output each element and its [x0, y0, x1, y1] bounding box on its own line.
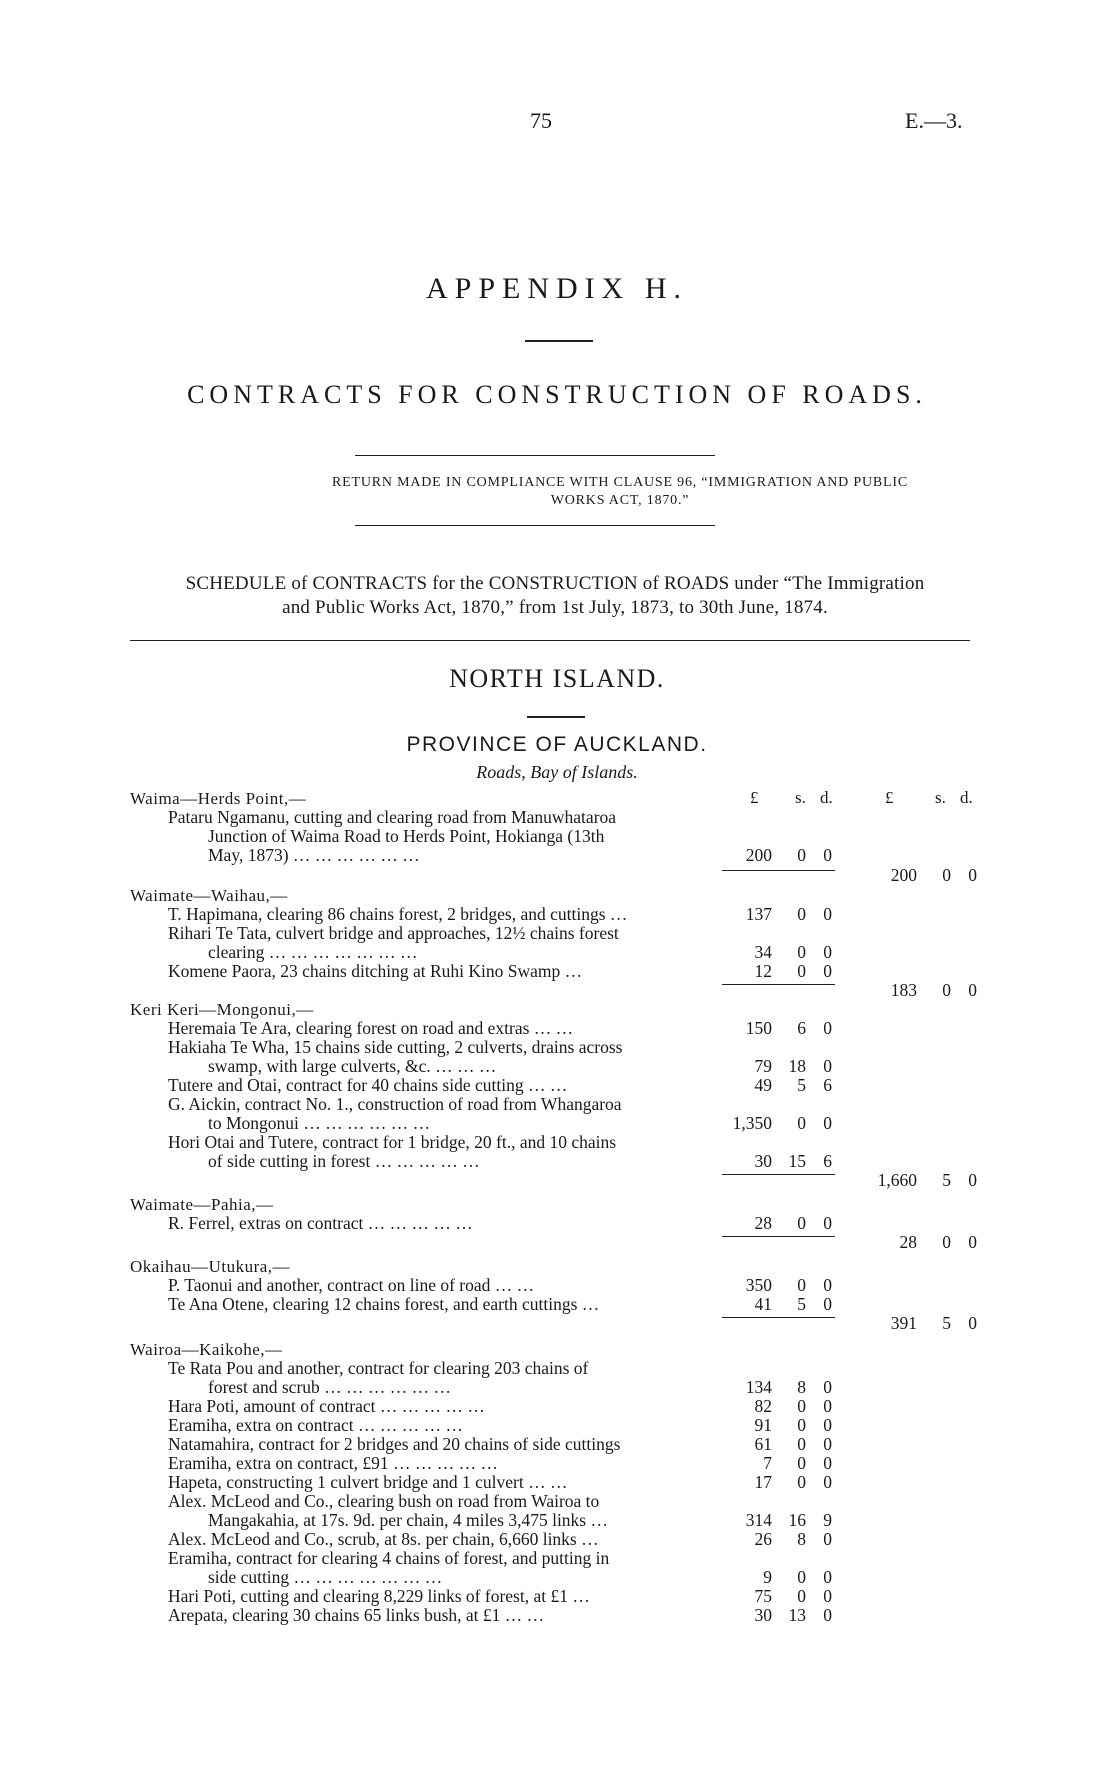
header-shillings: s. [795, 788, 806, 807]
appendix-title: APPENDIX H. [425, 272, 688, 305]
entry-amount: 61 0 0 [754, 1434, 832, 1454]
entry-line: Mangakahia, at 17s. 9d. per chain, 4 miles 3,475 links … [208, 1510, 608, 1530]
entry-line: forest and scrub … … … … … … [208, 1377, 452, 1397]
entry-line: clearing … … … … … … … [208, 942, 418, 962]
entry-amount: 314 16 9 [745, 1510, 832, 1530]
divider [130, 640, 970, 641]
entry-line: to Mongonui … … … … … … [208, 1113, 431, 1133]
entry-line: Arepata, clearing 30 chains 65 links bush, at £1 … … [168, 1605, 545, 1625]
entry-line: Hari Poti, cutting and clearing 8,229 links of forest, at £1 … [168, 1586, 590, 1606]
section-total: 183 0 0 [890, 980, 977, 1000]
header-pounds: £ [885, 788, 894, 807]
entry-line: R. Ferrel, extras on contract … … … … … [168, 1213, 473, 1233]
page-number: 75 [530, 108, 552, 133]
entry-line: P. Taonui and another, contract on line of road … … [168, 1275, 535, 1295]
island-heading: NORTH ISLAND. [449, 664, 665, 693]
header-pence: d. [820, 788, 833, 807]
entry-line: Tutere and Otai, contract for 40 chains side cutting … … [168, 1075, 568, 1095]
entry-line: G. Aickin, contract No. 1., construction of road from Whangaroa [168, 1094, 622, 1114]
document-reference: E.—3. [905, 108, 963, 133]
divider [527, 716, 585, 718]
entry-amount: 150 6 0 [745, 1018, 832, 1038]
entry-line: T. Hapimana, clearing 86 chains forest, 2 bridges, and cuttings … [168, 904, 628, 924]
entry-amount: 200 0 0 [745, 845, 832, 865]
main-title: CONTRACTS FOR CONSTRUCTION OF ROADS. [187, 380, 927, 409]
entry-amount: 1,350 0 0 [732, 1113, 832, 1133]
entry-amount: 79 18 0 [754, 1056, 832, 1076]
entry-line: Pataru Ngamanu, cutting and clearing road from Manuwhataroa [168, 807, 617, 827]
entry-line: Hori Otai and Tutere, contract for 1 bridge, 20 ft., and 10 chains [168, 1132, 617, 1152]
entry-line: side cutting … … … … … … … [208, 1567, 443, 1587]
entry-amount: 9 0 0 [763, 1567, 832, 1587]
divider [355, 525, 715, 526]
entry-line: of side cutting in forest … … … … … [208, 1151, 480, 1171]
section-total: 1,660 5 0 [877, 1170, 977, 1190]
roads-subtitle: Roads, Bay of Islands. [476, 762, 638, 782]
entry-amount: 350 0 0 [745, 1275, 832, 1295]
entry-line: Hara Poti, amount of contract … … … … … [168, 1396, 485, 1416]
header-pence: d. [960, 788, 973, 807]
entry-amount: 82 0 0 [754, 1396, 832, 1416]
entry-line: Komene Paora, 23 chains ditching at Ruhi Kino Swamp … [168, 961, 583, 981]
entry-amount: 137 0 0 [745, 904, 832, 924]
entry-amount: 26 8 0 [754, 1529, 832, 1549]
section-heading: Okaihau—Utukura,— [130, 1257, 291, 1276]
province-heading: PROVINCE OF AUCKLAND. [406, 733, 708, 756]
divider [355, 455, 715, 456]
header-pounds: £ [750, 788, 759, 807]
section-heading: Waima—Herds Point,— [130, 789, 307, 808]
section-heading: Wairoa—Kaikohe,— [130, 1340, 283, 1359]
subtotal-rule [722, 1174, 835, 1175]
header-shillings: s. [935, 788, 946, 807]
section-heading: Waimate—Pahia,— [130, 1195, 274, 1214]
subtotal-rule [722, 1236, 835, 1237]
entry-line: swamp, with large culverts, &c. … … … [208, 1056, 497, 1076]
return-note: RETURN MADE IN COMPLIANCE WITH CLAUSE 96, “IMMIGRATION AND PUBLIC WORKS ACT, 1870.” [332, 475, 908, 508]
entry-amount: 91 0 0 [754, 1415, 832, 1435]
entry-line: Natamahira, contract for 2 bridges and 20 chains of side cuttings [168, 1434, 621, 1454]
entry-line: Heremaia Te Ara, clearing forest on road and extras … … [168, 1018, 574, 1038]
entry-amount: 49 5 6 [754, 1075, 832, 1095]
entry-amount: 75 0 0 [754, 1586, 832, 1606]
section-total: 28 0 0 [899, 1232, 977, 1252]
entry-line: Hapeta, constructing 1 culvert bridge and 1 culvert … … [168, 1472, 568, 1492]
entry-line: Alex. McLeod and Co., clearing bush on road from Wairoa to [168, 1491, 600, 1511]
entry-line: Te Rata Pou and another, contract for clearing 203 chains of [168, 1358, 589, 1378]
entry-amount: 17 0 0 [754, 1472, 832, 1492]
entry-line: Hakiaha Te Wha, 15 chains side cutting, 2 culverts, drains across [168, 1037, 623, 1057]
entry-amount: 30 15 6 [754, 1151, 832, 1171]
entry-line: Alex. McLeod and Co., scrub, at 8s. per chain, 6,660 links … [168, 1529, 599, 1549]
entry-line: Junction of Waima Road to Herds Point, Hokianga (13th [208, 826, 605, 846]
entry-amount: 28 0 0 [754, 1213, 832, 1233]
subtotal-rule [722, 984, 835, 985]
entry-line: Eramiha, extra on contract … … … … … [168, 1415, 463, 1435]
entry-amount: 30 13 0 [754, 1605, 832, 1625]
entry-line: Te Ana Otene, clearing 12 chains forest, and earth cuttings … [168, 1294, 600, 1314]
entry-line: Eramiha, extra on contract, £91 … … … … … [168, 1453, 498, 1473]
schedule-line: and Public Works Act, 1870,” from 1st July, 1873, to 30th June, 1874. [282, 597, 828, 618]
entry-line: Rihari Te Tata, culvert bridge and approaches, 12½ chains forest [168, 923, 619, 943]
entry-line: May, 1873) … … … … … … [208, 845, 420, 865]
schedule-line: SCHEDULE of CONTRACTS for the CONSTRUCTION of ROADS under “The Immigration [185, 573, 925, 594]
subtotal-rule [722, 870, 835, 871]
entry-amount: 41 5 0 [754, 1294, 832, 1314]
entry-amount: 7 0 0 [763, 1453, 832, 1473]
subtotal-rule [722, 1317, 835, 1318]
section-heading: Keri Keri—Mongonui,— [130, 1000, 314, 1019]
section-total: 200 0 0 [890, 865, 977, 885]
entry-amount: 12 0 0 [754, 961, 832, 981]
section-total: 391 5 0 [890, 1313, 977, 1333]
entry-line: Eramiha, contract for clearing 4 chains of forest, and putting in [168, 1548, 610, 1568]
divider [525, 340, 593, 342]
entry-amount: 134 8 0 [745, 1377, 832, 1397]
schedule-description [125, 572, 985, 620]
entry-amount: 34 0 0 [754, 942, 832, 962]
section-heading: Waimate—Waihau,— [130, 886, 288, 905]
